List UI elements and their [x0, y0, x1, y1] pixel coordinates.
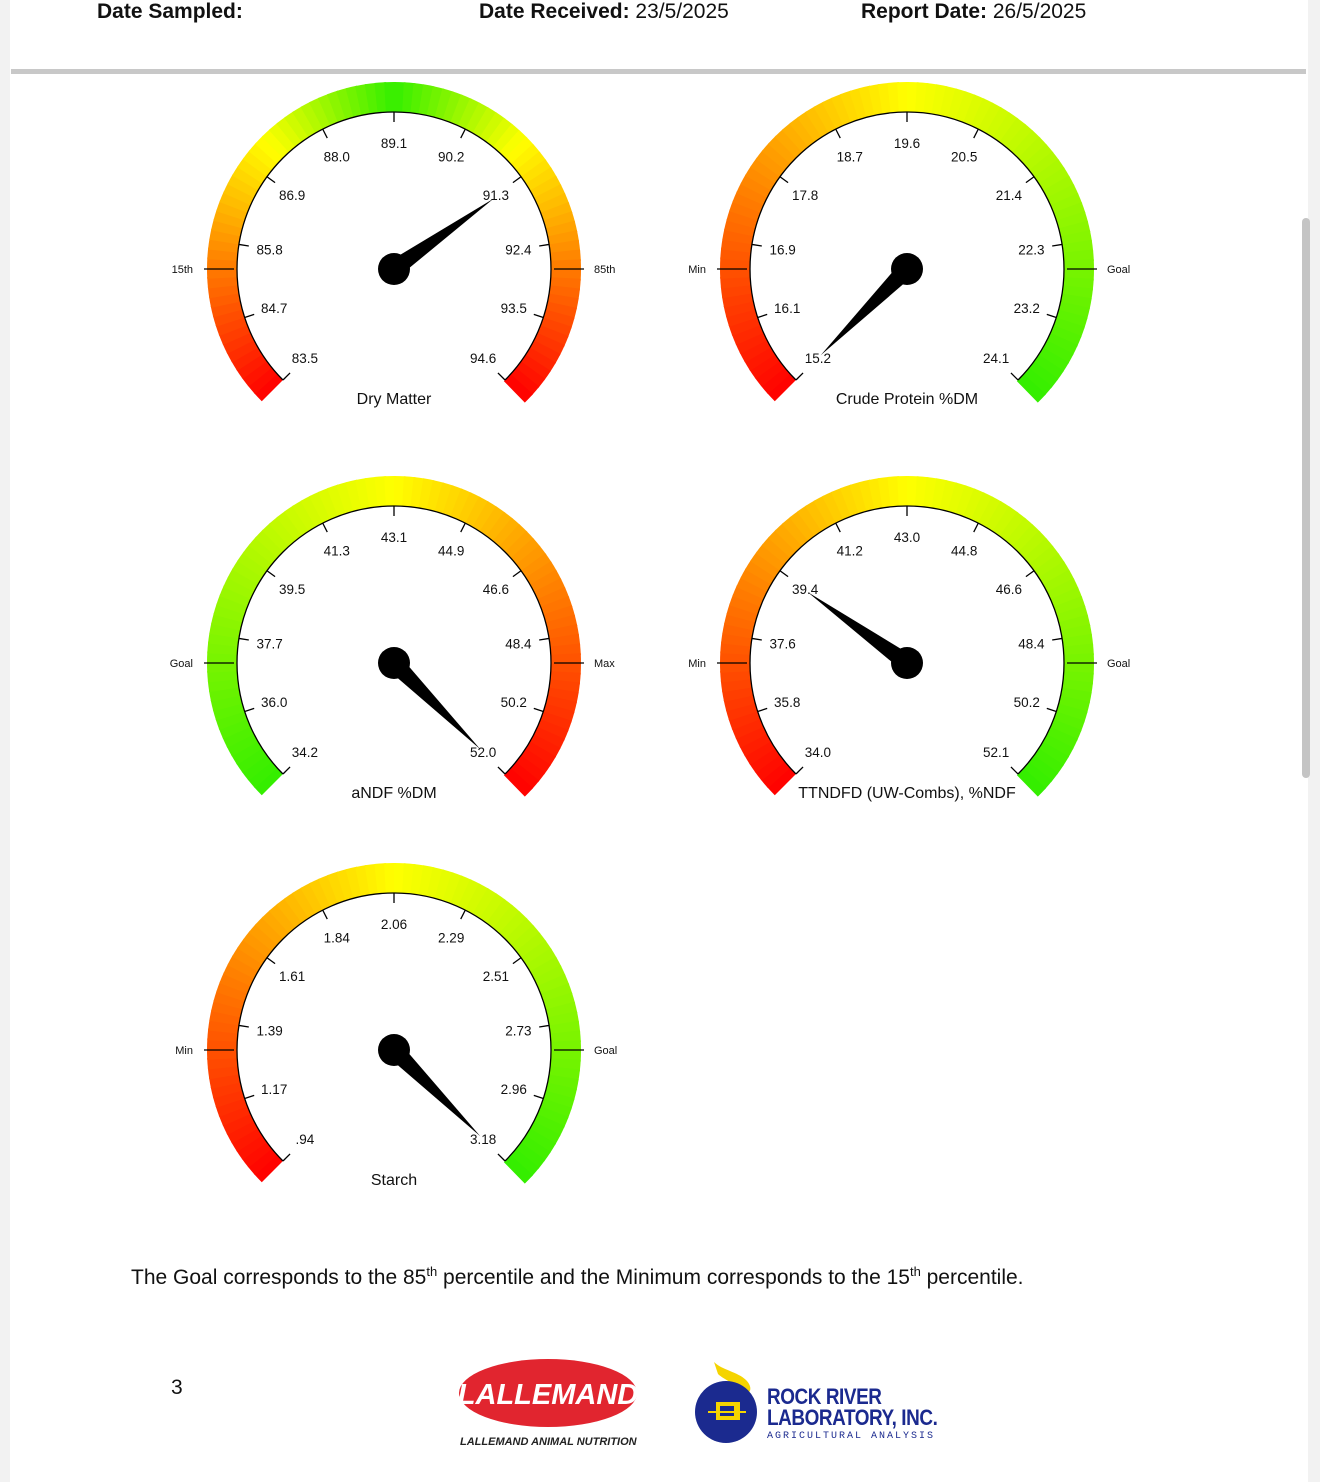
- gauge-tick: [239, 638, 249, 640]
- gauge-tick: [836, 129, 841, 138]
- gauge-hub: [378, 1034, 410, 1066]
- gauge-tick-label: 46.6: [995, 581, 1023, 597]
- lallemand-subtitle: LALLEMAND ANIMAL NUTRITION: [460, 1436, 637, 1448]
- gauge-tick: [461, 523, 466, 532]
- gauge-tick: [534, 708, 544, 711]
- gauge-tick-label: 18.7: [836, 149, 863, 165]
- gauge-tick: [534, 314, 544, 317]
- gauge-tick-label: 44.9: [438, 543, 465, 559]
- gauge-tick: [758, 314, 768, 317]
- gauge-tick: [461, 129, 466, 138]
- gauge-tick: [539, 1025, 549, 1027]
- gauge-tick-label: 2.51: [482, 968, 510, 984]
- gauge-tick: [1011, 767, 1018, 774]
- page-number: 3: [171, 1376, 183, 1399]
- lallemand-logo: [458, 1358, 638, 1428]
- rock-river-name-line1: ROCK RIVER: [767, 1384, 882, 1409]
- gauge-tick-label: 39.5: [278, 581, 306, 597]
- gauge-tick-label: 1.39: [256, 1023, 283, 1039]
- gauge-tick-label: 23.2: [1013, 300, 1040, 316]
- gauge-arc-segment: [514, 384, 521, 392]
- gauge-tick: [1052, 244, 1062, 246]
- gauge-tick-label: 2.29: [438, 930, 465, 946]
- gauge-tick: [513, 958, 521, 964]
- gauge-tick: [323, 910, 328, 919]
- gauge-tick-label: 17.8: [791, 187, 819, 203]
- gauge-tick-label: 35.8: [774, 694, 801, 710]
- gauge-tick: [534, 1095, 544, 1098]
- gauge-tick-label: 50.2: [500, 694, 527, 710]
- gauge-hub: [891, 253, 923, 285]
- gauge-tick-label: 3.18: [469, 1132, 497, 1148]
- gauge-tick-label: 1.61: [278, 968, 306, 984]
- footnote-sup2: th: [909, 1264, 921, 1279]
- gauge-tick: [1026, 177, 1034, 183]
- gauge-tick: [283, 767, 290, 774]
- gauge-tick: [498, 373, 505, 380]
- gauge-arc-segment: [514, 778, 521, 786]
- gauge-tick-label: 1.84: [323, 930, 350, 946]
- gauge-tick-label: 83.5: [291, 351, 319, 367]
- gauge-tick: [796, 373, 803, 380]
- gauge-tick: [267, 958, 275, 964]
- date-received-label: Date Received:: [479, 0, 630, 23]
- gauge-left-marker-label: Min: [688, 264, 706, 276]
- gauge-tick: [1026, 571, 1034, 577]
- gauge-tick-label: 52.0: [469, 745, 497, 761]
- gauge-tick-label: 2.73: [505, 1023, 532, 1039]
- gauge-4: [688, 491, 1130, 802]
- gauge-tick: [1011, 373, 1018, 380]
- gauge-title: aNDF %DM: [351, 785, 437, 802]
- gauge-tick: [974, 523, 979, 532]
- gauge-tick: [245, 314, 255, 317]
- gauge-tick: [752, 244, 762, 246]
- gauge-tick: [283, 373, 290, 380]
- gauge-tick: [1052, 638, 1062, 640]
- gauge-title: Crude Protein %DM: [835, 391, 979, 408]
- gauge-tick-label: 93.5: [500, 300, 527, 316]
- gauge-tick-label: 37.7: [256, 636, 283, 652]
- gauge-tick-label: 2.96: [500, 1081, 527, 1097]
- gauge-tick-label: 2.06: [380, 917, 408, 932]
- report-date-label: Report Date:: [861, 0, 988, 23]
- gauge-right-marker-label: Goal: [594, 1045, 618, 1057]
- gauge-tick-label: 92.4: [505, 242, 532, 258]
- gauge-tick: [513, 177, 521, 183]
- gauge-tick-label: 43.0: [893, 530, 921, 545]
- gauge-left-marker-label: Goal: [169, 658, 193, 670]
- gauge-hub: [891, 647, 923, 679]
- gauge-tick-label: 85.8: [256, 242, 283, 258]
- gauge-tick-label: 89.1: [380, 136, 408, 151]
- gauge-hub: [378, 253, 410, 285]
- gauge-tick-label: 90.2: [438, 149, 465, 165]
- gauge-tick: [539, 638, 549, 640]
- gauge-left-marker-label: Min: [688, 658, 706, 670]
- gauge-tick: [836, 523, 841, 532]
- footnote-part1: The Goal corresponds to the 85: [131, 1266, 427, 1289]
- gauge-tick-label: 94.6: [469, 351, 497, 367]
- gauge-right-marker-label: 85th: [594, 264, 616, 276]
- gauge-right-marker-label: Goal: [1107, 264, 1131, 276]
- gauge-tick-label: 19.6: [893, 136, 921, 151]
- gauge-tick-label: 88.0: [323, 149, 350, 165]
- date-received-value: 23/5/2025: [635, 0, 729, 23]
- gauge-tick-label: 21.4: [995, 187, 1023, 203]
- gauge-tick: [1047, 314, 1057, 317]
- gauge-tick-label: 34.2: [291, 745, 319, 761]
- gauge-tick-label: 37.6: [769, 636, 796, 652]
- footnote-part3: percentile.: [920, 1266, 1024, 1289]
- gauge-right-marker-label: Max: [594, 658, 615, 670]
- gauge-arc-segment: [1027, 384, 1034, 392]
- rock-river-name-line2: LABORATORY, INC.: [767, 1405, 938, 1430]
- gauge-title: Dry Matter: [356, 391, 432, 408]
- gauge-tick: [513, 571, 521, 577]
- gauge-tick: [752, 638, 762, 640]
- gauge-tick-label: 52.1: [982, 745, 1010, 761]
- rock-river-logo-icon: [694, 1358, 762, 1446]
- gauge-tick-label: 20.5: [951, 149, 978, 165]
- gauge-title: Starch: [370, 1172, 418, 1189]
- footnote-part2: percentile and the Minimum corresponds to the 15: [437, 1266, 910, 1289]
- footnote: [131, 1264, 1024, 1290]
- gauge-tick-label: 84.7: [261, 300, 288, 316]
- gauge-5: [175, 878, 617, 1189]
- gauge-tick-label: 34.0: [804, 745, 832, 761]
- gauge-tick: [245, 708, 255, 711]
- gauge-1: [172, 97, 616, 408]
- gauge-tick: [323, 523, 328, 532]
- gauge-tick: [498, 1154, 505, 1161]
- gauge-3: [170, 491, 616, 802]
- gauge-tick: [974, 129, 979, 138]
- gauge-tick-label: 15.2: [804, 351, 832, 367]
- gauge-2: [688, 97, 1130, 408]
- date-sampled-label: Date Sampled:: [97, 0, 243, 23]
- gauge-left-marker-label: Min: [175, 1045, 193, 1057]
- gauge-tick: [780, 571, 788, 577]
- gauge-tick-label: 39.4: [791, 581, 819, 597]
- gauge-arc-segment: [514, 1165, 521, 1173]
- report-date-value: 26/5/2025: [992, 0, 1087, 23]
- gauge-tick: [283, 1154, 290, 1161]
- gauge-tick-label: 43.1: [380, 530, 408, 545]
- gauge-tick-label: 48.4: [1018, 636, 1045, 652]
- gauge-tick: [1047, 708, 1057, 711]
- gauge-arc-segment: [1027, 778, 1034, 786]
- gauge-tick-label: 41.2: [836, 543, 863, 559]
- gauge-tick-label: 36.0: [261, 694, 288, 710]
- gauge-tick: [245, 1095, 255, 1098]
- gauge-tick: [780, 177, 788, 183]
- gauge-title: TTNDFD (UW-Combs), %NDF: [798, 785, 1016, 802]
- gauge-hub: [378, 647, 410, 679]
- gauge-tick: [267, 177, 275, 183]
- gauge-tick-label: 46.6: [482, 581, 510, 597]
- gauge-tick-label: .94: [295, 1132, 315, 1148]
- gauge-tick: [796, 767, 803, 774]
- gauge-tick-label: 86.9: [278, 187, 306, 203]
- gauge-tick: [267, 571, 275, 577]
- gauge-tick-label: 91.3: [482, 187, 510, 203]
- gauge-tick: [539, 244, 549, 246]
- gauge-tick-label: 48.4: [505, 636, 532, 652]
- gauge-tick: [239, 244, 249, 246]
- gauge-tick: [323, 129, 328, 138]
- gauge-tick-label: 44.8: [951, 543, 978, 559]
- gauge-tick: [239, 1025, 249, 1027]
- gauge-tick-label: 50.2: [1013, 694, 1040, 710]
- rock-river-subtitle: AGRICULTURAL ANALYSIS: [767, 1431, 936, 1442]
- gauge-tick: [758, 708, 768, 711]
- gauge-left-marker-label: 15th: [171, 264, 193, 276]
- gauge-tick: [461, 910, 466, 919]
- gauge-tick-label: 22.3: [1018, 242, 1045, 258]
- gauge-tick-label: 41.3: [323, 543, 350, 559]
- gauge-tick: [498, 767, 505, 774]
- lallemand-logo-text: LALLEMAND: [458, 1379, 638, 1411]
- footnote-sup1: th: [426, 1264, 438, 1279]
- gauge-tick-label: 1.17: [261, 1081, 288, 1097]
- gauge-tick-label: 16.1: [774, 300, 801, 316]
- gauge-right-marker-label: Goal: [1107, 658, 1131, 670]
- gauge-tick-label: 24.1: [982, 351, 1010, 367]
- gauge-tick-label: 16.9: [769, 242, 796, 258]
